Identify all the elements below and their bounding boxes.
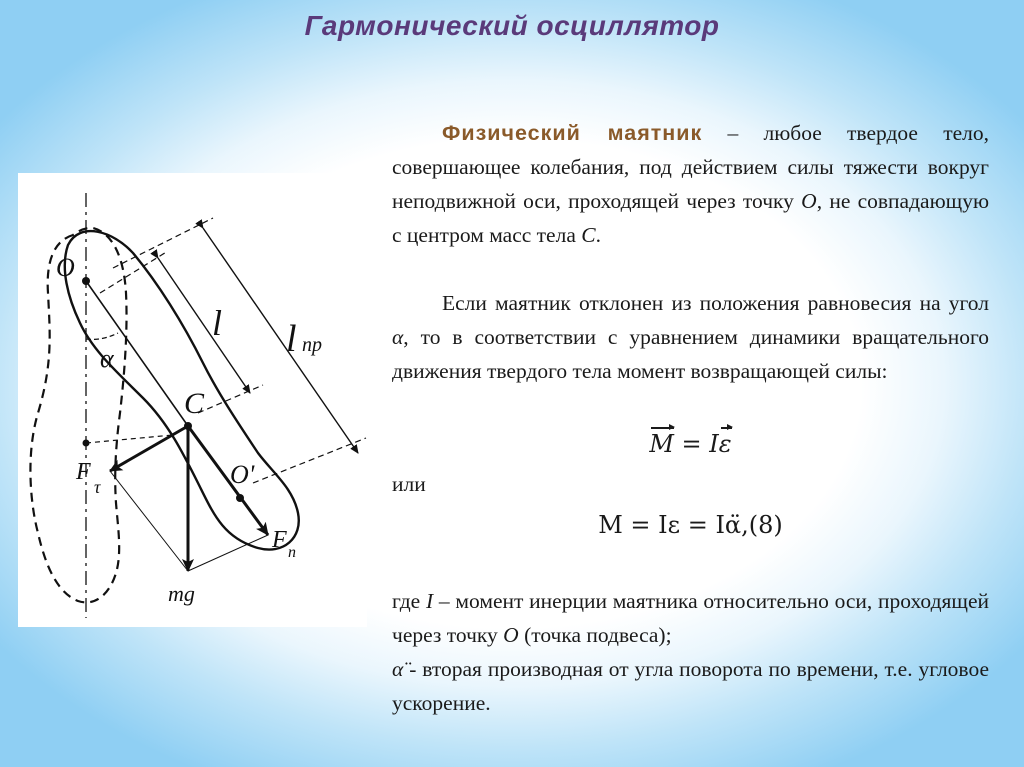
paragraph1-text-b: , не совпадающую с центром масс тела xyxy=(392,189,989,247)
paragraph3-text-b: – момент инерции маятника относительно оси, проходящей через точку xyxy=(392,589,989,647)
label-lnp: l xyxy=(286,318,297,360)
label-o: O xyxy=(56,253,75,282)
paragraph1-text-c: . xyxy=(595,223,601,247)
extension-line xyxy=(253,438,366,483)
vector-m: M xyxy=(649,430,674,458)
label-tau: τ xyxy=(94,477,101,497)
label-alpha: α xyxy=(100,344,114,373)
label-c: C xyxy=(184,387,205,420)
vector-epsilon: ε xyxy=(718,430,732,458)
alpha-arc xyxy=(86,333,118,339)
paragraph3-text-a: где xyxy=(392,589,426,613)
label-lnp-subscript: np xyxy=(302,334,322,356)
equilibrium-body-outline xyxy=(30,228,126,603)
label-f-tau: F xyxy=(76,459,91,485)
f-tau-arrow xyxy=(110,426,188,471)
paragraph3-text-c: (точка подвеса); xyxy=(518,623,672,647)
slide-title: Гармонический осциллятор xyxy=(304,10,720,41)
dimension-line-l xyxy=(158,258,250,393)
formula-moment-equation: M = Iε = Iα̈,(8) xyxy=(598,511,783,539)
paragraph3-text-d: - вторая производная от угла поворота по времени, т.е. угловое ускорение. xyxy=(392,657,989,715)
label-l: l xyxy=(212,303,223,343)
symbol-alpha-double-dot: α̈ xyxy=(392,657,404,681)
formula1-eq: = xyxy=(673,430,710,458)
paragraph2-text-a: Если маятник отклонен из положения равновесия на угол xyxy=(442,291,989,315)
force-parallelogram-line xyxy=(110,471,188,571)
symbol-o: О xyxy=(503,623,519,647)
term-physical-pendulum: Физический маятник xyxy=(442,121,703,145)
extension-line xyxy=(113,218,213,268)
pendulum-diagram xyxy=(18,173,367,627)
point-c: С xyxy=(581,223,596,247)
word-or: или xyxy=(392,472,426,496)
paragraph2-text-b: , то в соответствии с уравнением динамики вращательного движения твердого тела момент возвращающей силы: xyxy=(392,325,989,383)
pendulum-figure xyxy=(18,173,367,627)
angle-alpha: α xyxy=(392,325,404,349)
moment-of-inertia-i: I xyxy=(709,430,719,458)
symbol-i: I xyxy=(425,589,434,613)
dimension-line-lnp xyxy=(203,228,358,453)
formula-vector-moment xyxy=(392,430,989,458)
deflected-body-outline xyxy=(65,231,299,549)
force-parallelogram-line xyxy=(188,535,268,571)
label-n: n xyxy=(288,544,296,561)
point-o: О xyxy=(801,189,817,213)
paragraph1-text-a: – любое твердое тело, совершающее колебания, под действием силы тяжести вокруг неподвижной оси, проходящей через точку xyxy=(392,121,989,213)
axis-point xyxy=(83,440,90,447)
paragraph-definition xyxy=(392,116,989,252)
f-n-arrow xyxy=(188,426,268,535)
paragraph-notation xyxy=(392,584,989,720)
label-mg: mg xyxy=(168,581,195,606)
label-f-n: F xyxy=(272,527,287,553)
paragraph-deflection xyxy=(392,286,989,388)
label-oprime: O' xyxy=(230,460,255,489)
